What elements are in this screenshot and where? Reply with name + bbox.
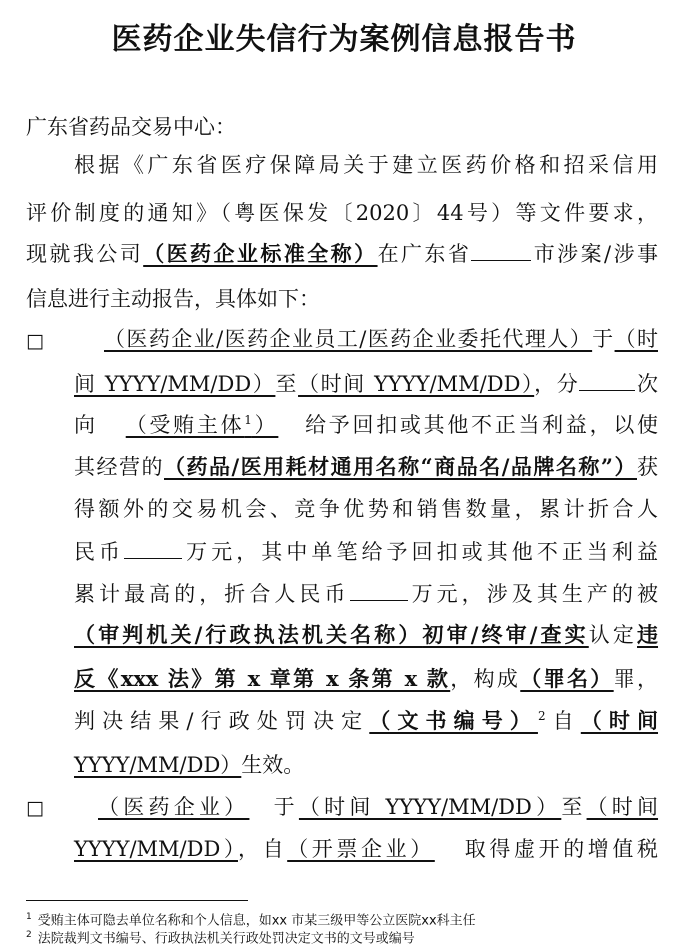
text: 次 <box>635 372 659 396</box>
item-line <box>74 324 658 354</box>
invoice-company-field: （开票企业） <box>287 837 435 861</box>
company-field: （医药企业） <box>98 795 250 819</box>
addressee: 广东省药品交易中心： <box>26 115 236 139</box>
recipient-field: （受贿主体$^1$） <box>125 413 279 437</box>
text: 取得虚开的增值税 <box>464 837 658 861</box>
text: 给予回扣或其他不正当利益，以使 <box>302 413 659 437</box>
text: 其经营的 <box>74 455 164 479</box>
charge-field: （罪名） <box>520 666 614 691</box>
review-stage-field: 初审/终审/查实 <box>422 622 589 647</box>
text: 累计最高的，折合人民币 <box>74 582 350 606</box>
text: 至 <box>275 372 299 396</box>
item-line <box>74 410 658 440</box>
authority-field: （审判机关/行政执法机关名称） <box>74 622 423 647</box>
text: 向 <box>74 413 98 437</box>
text: 认定 <box>588 623 638 647</box>
product-field: （药品/医用耗材通用名称“商品名/品牌名称”） <box>164 454 637 479</box>
text: 万元，涉及其生产的被 <box>407 582 659 606</box>
text: 生效。 <box>241 753 305 777</box>
text: 于 <box>269 795 299 819</box>
city-blank <box>471 238 531 261</box>
paragraph-line: 评价制度的通知》（粤医保发〔2020〕44号）等文件要求， <box>26 201 658 225</box>
company-name-field: （医药企业标准全称） <box>143 241 378 266</box>
text: 民币 <box>74 540 125 564</box>
item-line <box>74 620 658 650</box>
document-number-field: （文书编号） <box>369 708 538 733</box>
paragraph-line: 信息进行主动报告，具体如下： <box>26 287 320 311</box>
item-line <box>74 368 658 399</box>
footnote-2: $^2$ 法院裁判文书编号、行政执法机关行政处罚决定文书的文号或编号 <box>26 930 415 947</box>
amount-blank <box>350 578 408 601</box>
text: ，分 <box>534 372 580 396</box>
time-field: （时间 YYYY/MM/DD） <box>298 372 535 396</box>
law-field: 反《xxx 法》第 x 章第 x 条第 x 款 <box>74 666 451 691</box>
time-field: （时间 YYYY/MM/DD） <box>298 795 562 819</box>
document-title: 医药企业失信行为案例信息报告书 <box>111 22 577 57</box>
text: ，构成 <box>450 667 521 691</box>
time-field: YYYY/MM/DD） <box>74 753 242 777</box>
item-line: 得额外的交易机会、竞争优势和销售数量，累计折合人 <box>74 497 658 521</box>
checkbox-item-2[interactable]: □ <box>26 797 44 819</box>
item-line <box>74 792 658 822</box>
paragraph-line <box>26 238 658 269</box>
item-line <box>74 452 658 482</box>
checkbox-item-1[interactable]: □ <box>26 330 44 352</box>
text: 市涉案/涉事 <box>531 242 659 266</box>
time-field: YYYY/MM/DD） <box>74 837 238 861</box>
text: 现就我公司 <box>26 242 144 266</box>
time-field: （时 <box>614 327 658 351</box>
time-field: （时间 <box>580 708 659 733</box>
paragraph-line: 根据《广东省医疗保障局关于建立医药价格和招采信用 <box>74 153 658 177</box>
item-line <box>74 664 658 694</box>
text: 罪， <box>613 667 659 691</box>
text: 万元，其中单笔给予回扣或其他不正当利益 <box>182 540 659 564</box>
law-field: 违 <box>637 622 659 647</box>
count-blank <box>579 368 635 391</box>
item-line <box>74 706 658 736</box>
item-line <box>74 834 658 864</box>
footnote-1: $^1$ 受贿主体可隐去单位名称和个人信息，如xx 市某三级甲等公立医院xx科主任 <box>26 912 476 929</box>
text: 在广东省 <box>377 242 472 266</box>
text: 自 <box>545 709 581 733</box>
text: 于 <box>592 327 615 351</box>
time-field: （时间 <box>586 795 659 819</box>
footnote-divider <box>26 900 248 901</box>
footnote-ref: 2 <box>537 709 546 723</box>
item-line <box>74 750 304 780</box>
amount-blank <box>124 536 182 559</box>
party-field: （医药企业/医药企业员工/医药企业委托代理人） <box>104 327 593 351</box>
text: 至 <box>561 795 587 819</box>
item-line <box>74 536 658 567</box>
item-line <box>74 578 658 609</box>
text: 获 <box>637 455 658 479</box>
text: 判决结果/行政处罚决定 <box>74 709 370 733</box>
text: ，自 <box>237 837 288 861</box>
time-field: 间 YYYY/MM/DD） <box>74 372 276 396</box>
